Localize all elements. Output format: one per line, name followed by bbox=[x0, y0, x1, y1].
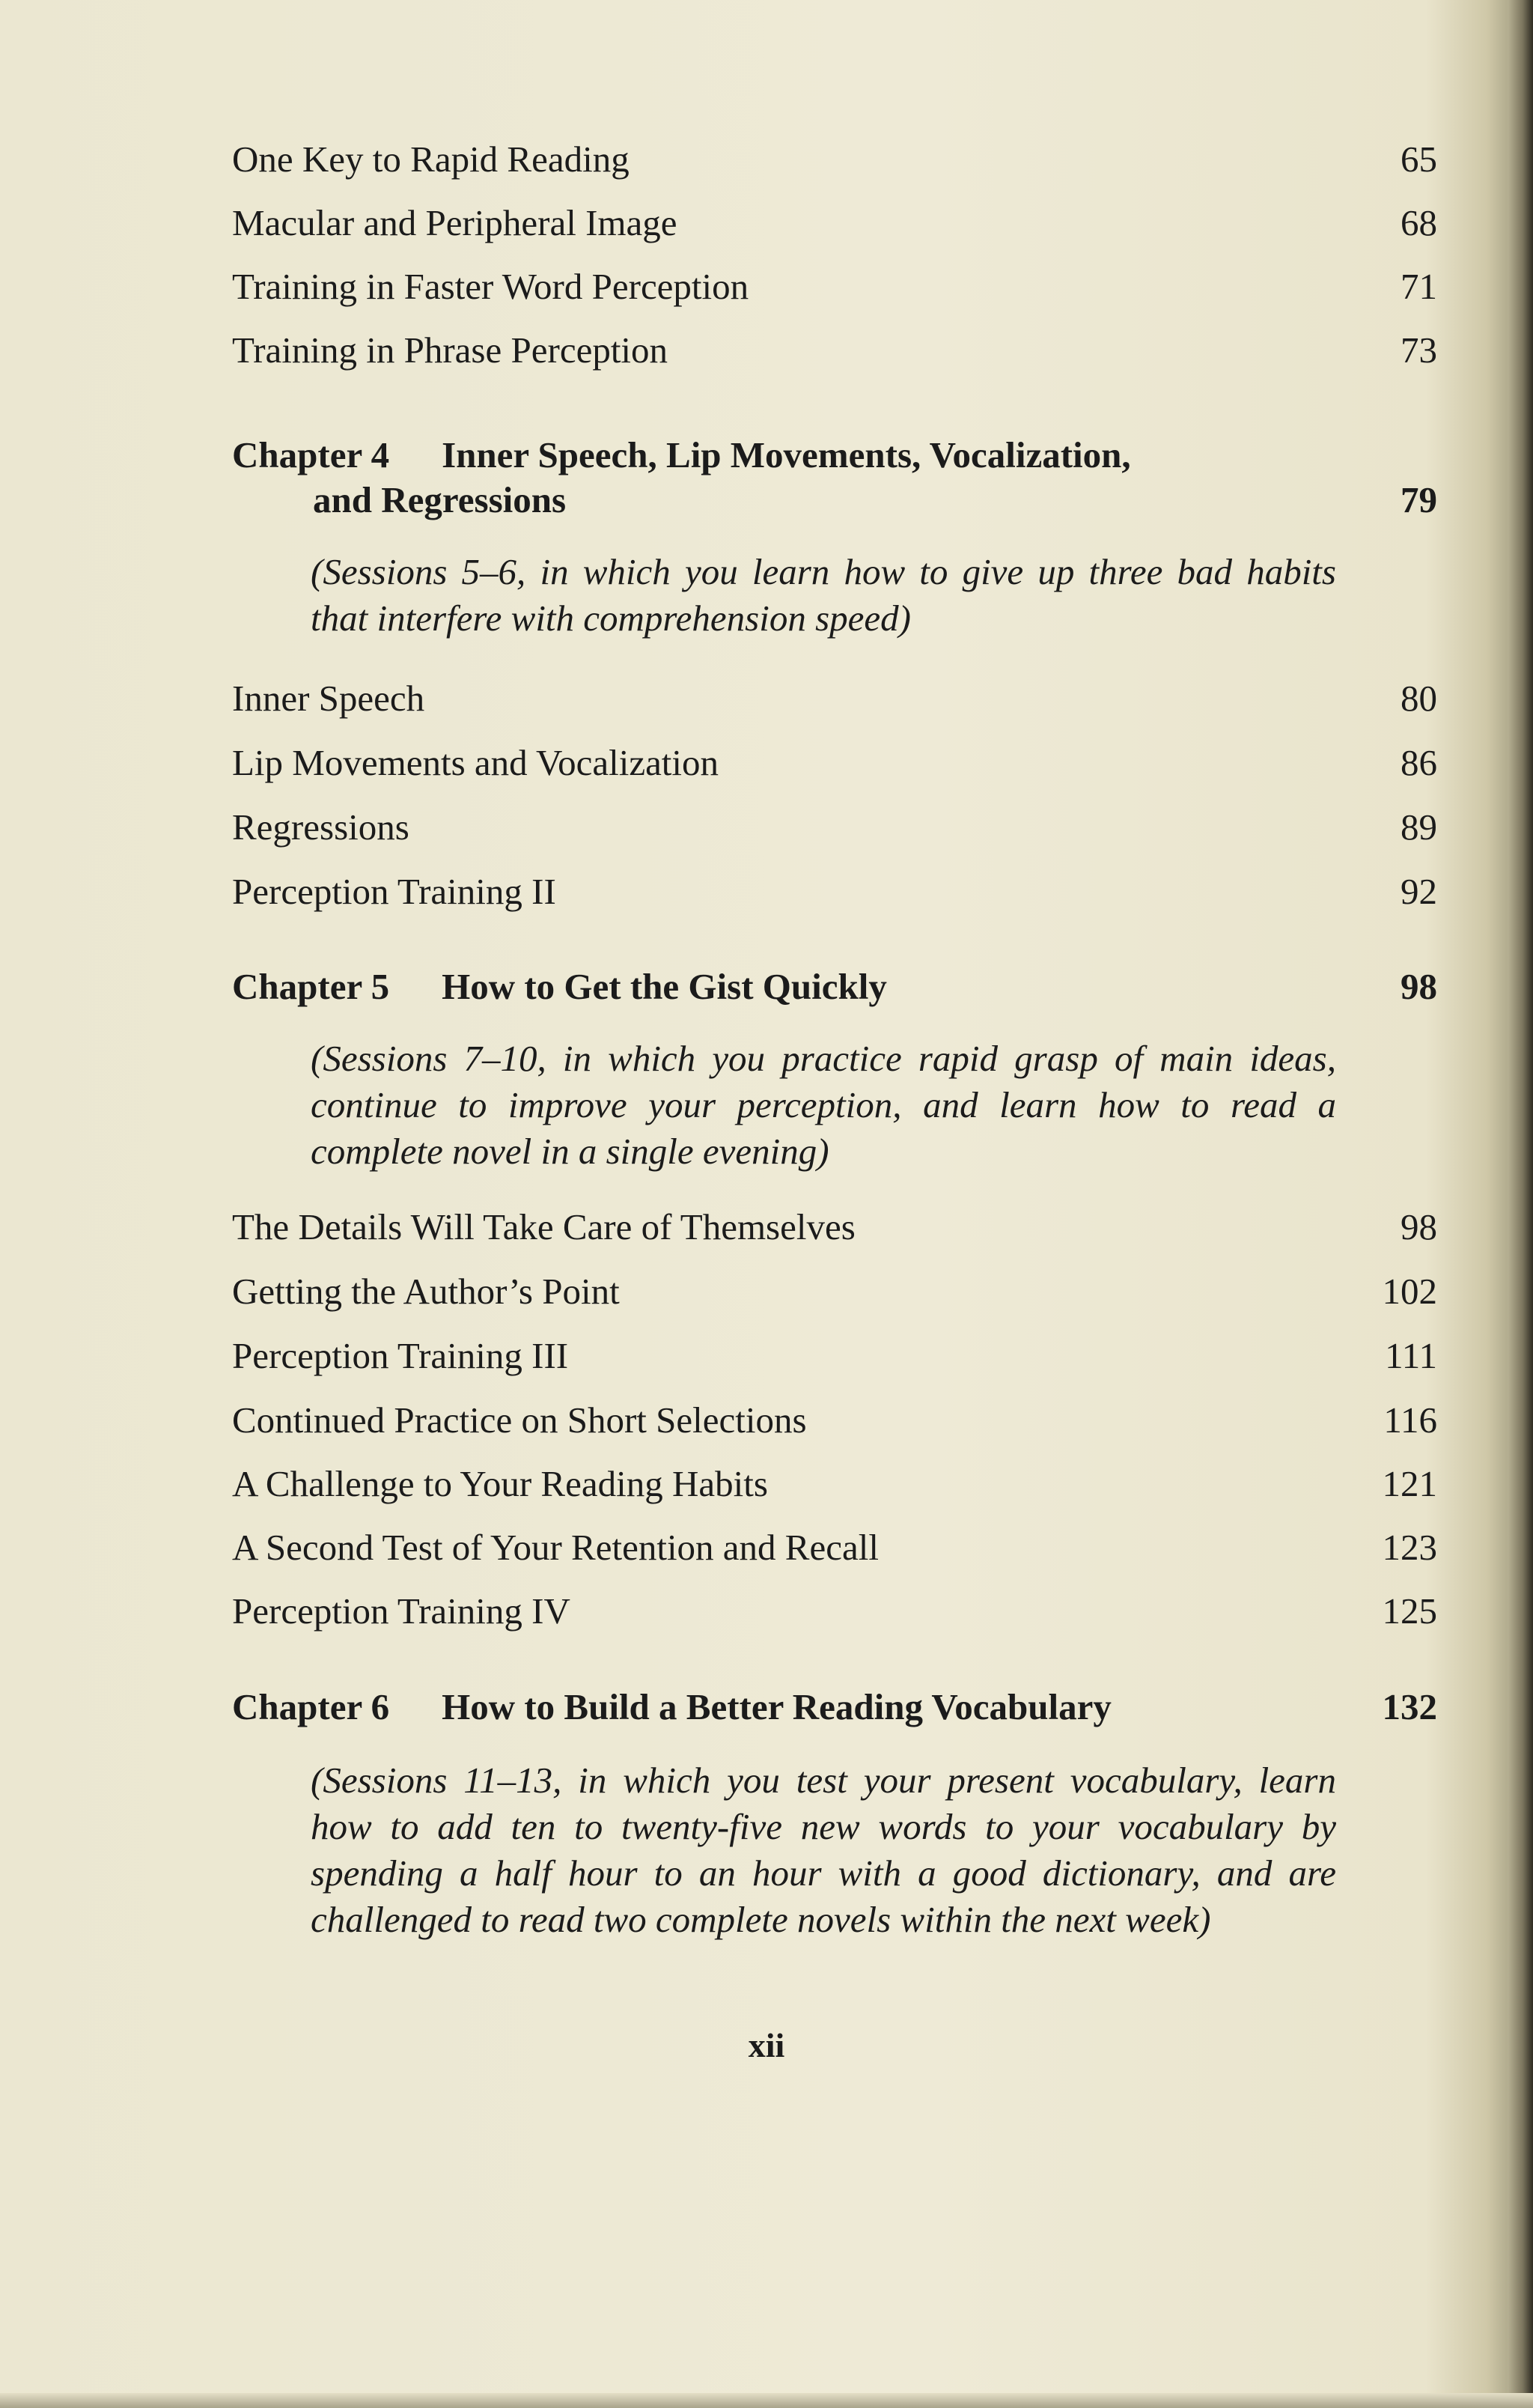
chapter-description: (Sessions 11–13, in which you test your present vocabulary, learn how to add ten to twenty-five new words to your vocabulary by spending a half hour to an hour with a good dictionary, and are challenged to read two complete novels within the next week) bbox=[311, 1760, 1336, 1940]
entry-title: Regressions bbox=[232, 806, 409, 848]
entry-page: 68 bbox=[1401, 202, 1437, 243]
chapter-title-line1: Inner Speech, Lip Movements, Vocalization, bbox=[442, 434, 1131, 475]
entry-page: 92 bbox=[1401, 871, 1437, 912]
toc-entry bbox=[232, 1334, 1437, 1378]
toc-entry bbox=[232, 1205, 1437, 1250]
chapter-page: 79 bbox=[1401, 479, 1437, 520]
entry-page: 86 bbox=[1401, 742, 1437, 783]
entry-page: 102 bbox=[1382, 1271, 1437, 1312]
entry-title: Training in Faster Word Perception bbox=[232, 266, 749, 307]
entry-title: Perception Training III bbox=[232, 1335, 569, 1376]
entry-title: Continued Practice on Short Selections bbox=[232, 1399, 807, 1441]
chapter-label: Chapter 4 Inner Speech, Lip Movements, Vocalization, bbox=[232, 434, 1131, 475]
chapter-description: (Sessions 7–10, in which you practice rapid grasp of main ideas, continue to improve your perception, and learn how to read a complete novel in a single evening) bbox=[311, 1038, 1336, 1172]
entry-page: 98 bbox=[1401, 1206, 1437, 1247]
entry-title: Perception Training IV bbox=[232, 1590, 570, 1632]
toc-entry bbox=[232, 676, 1437, 721]
entry-page: 116 bbox=[1383, 1399, 1437, 1441]
chapter-heading-6 bbox=[232, 1685, 1437, 1730]
entry-page: 80 bbox=[1401, 678, 1437, 719]
entry-title: The Details Will Take Care of Themselves bbox=[232, 1206, 856, 1247]
entry-title: A Challenge to Your Reading Habits bbox=[232, 1463, 768, 1504]
entry-title: One Key to Rapid Reading bbox=[232, 139, 630, 180]
entry-page: 65 bbox=[1401, 139, 1437, 180]
toc-entry bbox=[232, 805, 1437, 850]
entry-page: 89 bbox=[1401, 806, 1437, 848]
toc-entry bbox=[232, 1525, 1437, 1570]
entry-page: 123 bbox=[1382, 1527, 1437, 1568]
toc-entry bbox=[232, 1398, 1437, 1443]
page-bottom-edge bbox=[0, 2393, 1533, 2408]
chapter-label: Chapter 5 bbox=[232, 966, 390, 1007]
toc-entry bbox=[232, 1269, 1437, 1314]
entry-page: 71 bbox=[1401, 266, 1437, 307]
toc-entry bbox=[232, 201, 1437, 246]
chapter-page: 132 bbox=[1382, 1686, 1437, 1727]
entry-title: Inner Speech bbox=[232, 678, 425, 719]
entry-title: Training in Phrase Perception bbox=[232, 329, 668, 371]
chapter-label: Chapter 6 bbox=[232, 1686, 390, 1727]
page-number: xii bbox=[748, 2026, 785, 2064]
chapter-title: How to Get the Gist Quickly bbox=[442, 966, 887, 1007]
toc-entry bbox=[232, 741, 1437, 785]
chapter-title: How to Build a Better Reading Vocabulary bbox=[442, 1686, 1112, 1727]
entry-title: Lip Movements and Vocalization bbox=[232, 742, 719, 783]
toc-entry bbox=[232, 1462, 1437, 1506]
entry-page: 111 bbox=[1385, 1335, 1437, 1376]
entry-page: 121 bbox=[1382, 1463, 1437, 1504]
toc-entry bbox=[232, 264, 1437, 309]
toc-entry bbox=[232, 869, 1437, 914]
toc-entry bbox=[232, 137, 1437, 182]
entry-title: Macular and Peripheral Image bbox=[232, 202, 677, 243]
toc-entry bbox=[232, 1589, 1437, 1634]
chapter-description: (Sessions 5–6, in which you learn how to give up three bad habits that interfere with comprehension speed) bbox=[311, 551, 1336, 639]
entry-title: A Second Test of Your Retention and Recall bbox=[232, 1527, 879, 1568]
chapter-page: 98 bbox=[1401, 966, 1437, 1007]
chapter-title-line2: and Regressions bbox=[313, 479, 567, 520]
chapter-heading-4 bbox=[232, 433, 1437, 523]
entry-title: Getting the Author’s Point bbox=[232, 1271, 620, 1312]
chapter-heading-5 bbox=[232, 964, 1437, 1009]
entry-title: Perception Training II bbox=[232, 871, 556, 912]
entry-page: 73 bbox=[1401, 329, 1437, 371]
entry-page: 125 bbox=[1382, 1590, 1437, 1632]
toc-entry bbox=[232, 328, 1437, 373]
